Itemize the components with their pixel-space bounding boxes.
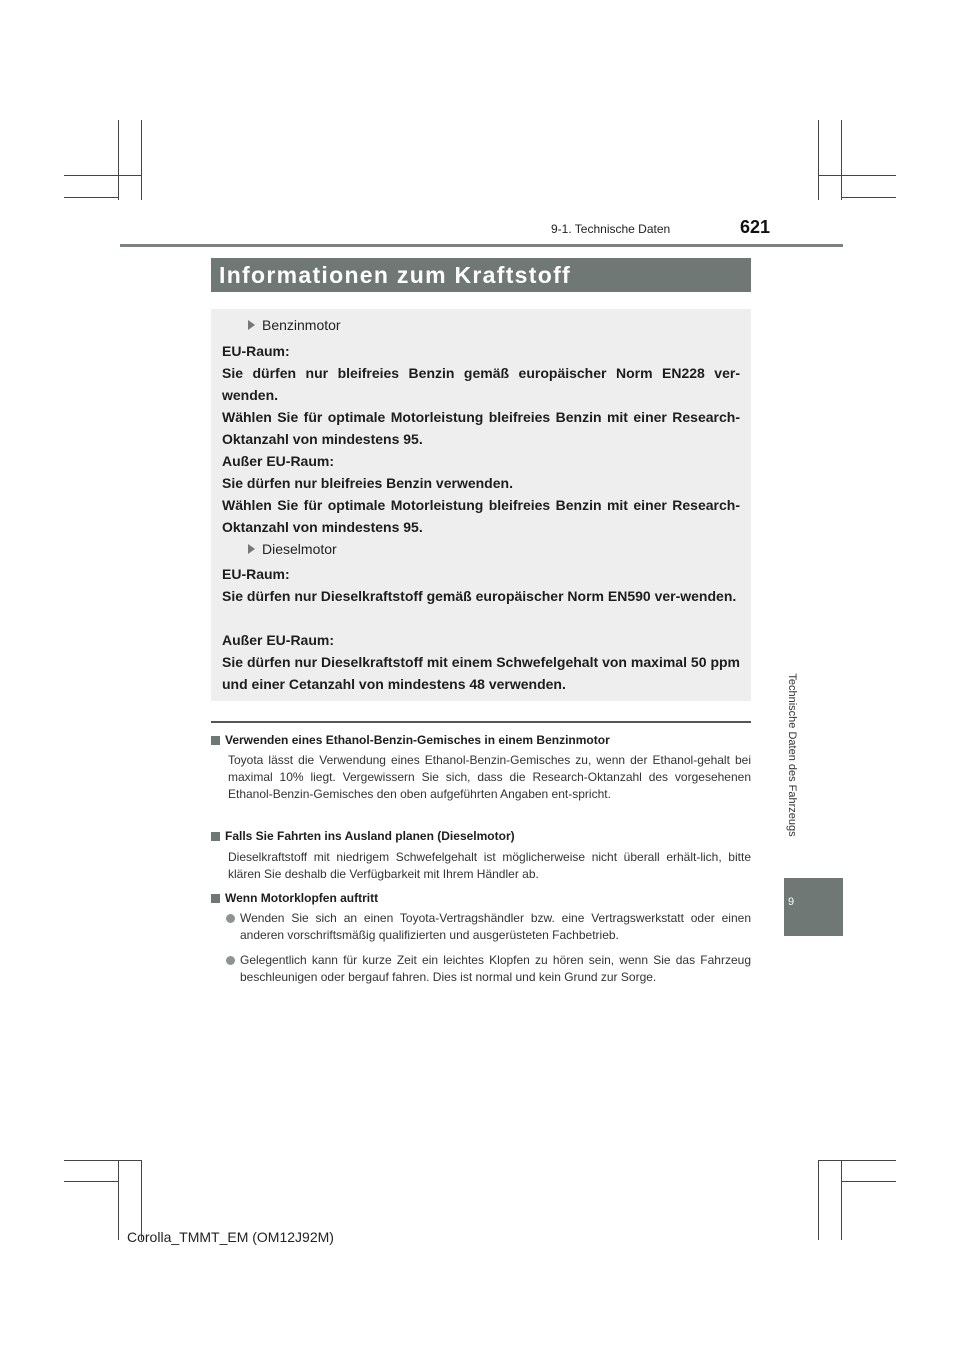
header-rule	[120, 244, 843, 247]
square-bullet-icon	[211, 736, 220, 745]
square-bullet-icon	[211, 894, 220, 903]
crop-mark	[841, 1181, 896, 1182]
crop-mark	[841, 197, 896, 198]
crop-mark	[818, 120, 819, 200]
note-text-abroad: Dieselkraftstoff mit niedrigem Schwefelgehalt ist möglicherweise nicht überall erhält-lich, bitte klären Sie deshalb die Verfügbarkeit mit Ihrem Händler ab.	[228, 850, 751, 881]
crop-mark	[141, 120, 142, 200]
note-bullet-knocking: Gelegentlich kann für kurze Zeit ein leichtes Klopfen zu hören sein, wenn Sie das Fahrzeug beschleunigen oder bergauf fahren. Dies ist normal und kein Grund zur Sorge.	[240, 953, 751, 984]
chapter-number: 9	[788, 896, 795, 908]
document-footer: Corolla_TMMT_EM (OM12J92M)	[127, 1229, 334, 1245]
petrol-eu-text: Sie dürfen nur bleifreies Benzin gemäß europäischer Norm EN228 ver-wenden.	[222, 365, 740, 403]
note-heading-knock	[211, 891, 378, 905]
petrol-subheading	[248, 317, 341, 333]
crop-mark	[118, 120, 119, 200]
triangle-bullet-icon	[248, 320, 255, 330]
diesel-subheading	[248, 541, 337, 557]
notes-divider	[211, 721, 751, 723]
diesel-eu-heading: EU-Raum:	[222, 566, 290, 582]
diesel-eu-text: Sie dürfen nur Dieselkraftstoff gemäß europäischer Norm EN590 ver-wenden.	[222, 588, 737, 604]
chapter-side-label	[785, 655, 799, 855]
note-heading-abroad-text: Falls Sie Fahrten ins Ausland planen (Dieselmotor)	[225, 829, 515, 843]
crop-mark	[141, 1160, 142, 1240]
diesel-non-eu-block	[222, 629, 740, 695]
page-title: Informationen zum Kraftstoff	[219, 262, 571, 288]
chapter-side-label-text: Technische Daten des Fahrzeugs	[786, 673, 798, 837]
note-bullet-dealer: Wenden Sie sich an einen Toyota-Vertragshändler bzw. eine Vertragswerkstatt oder einen anderen vorschriftsmäßig qualifizierten und ausgerüsteten Fachbetrieb.	[240, 911, 751, 942]
crop-mark	[818, 175, 896, 176]
crop-mark	[64, 197, 119, 198]
petrol-non-eu-text: Sie dürfen nur bleifreies Benzin verwenden.	[222, 475, 513, 491]
diesel-non-eu-text: Sie dürfen nur Dieselkraftstoff mit einem Schwefelgehalt von maximal 50 ppm und einer Cetanzahl von mindestens 48 verwenden.	[222, 654, 740, 692]
note-text-ethanol: Toyota lässt die Verwendung eines Ethanol-Benzin-Gemisches zu, wenn der Ethanol-gehalt bei maximal 10% liegt. Vergewissern Sie sich, dass die Research-Oktanzahl des vorgesehenen Ethanol-Benzin-Gemisches den oben aufgeführten Angaben ent-spricht.	[228, 753, 751, 801]
diesel-non-eu-heading: Außer EU-Raum:	[222, 632, 335, 648]
running-section-title: 9-1. Technische Daten	[551, 222, 671, 236]
round-bullet-icon	[226, 956, 235, 965]
crop-mark	[818, 1160, 819, 1240]
chapter-tab	[784, 878, 843, 936]
square-bullet-icon	[211, 832, 220, 841]
section-title-bar	[211, 258, 751, 292]
note-heading-abroad	[211, 829, 515, 843]
petrol-label: Benzinmotor	[262, 317, 341, 333]
note-heading-ethanol	[211, 733, 610, 747]
petrol-non-eu-recommendation: Wählen Sie für optimale Motorleistung bleifreies Benzin mit einer Research-Oktanzahl von mindestens 95.	[222, 497, 740, 535]
crop-mark	[64, 175, 142, 176]
page-number: 621	[740, 217, 771, 237]
triangle-bullet-icon	[248, 544, 255, 554]
crop-mark	[64, 1181, 119, 1182]
petrol-non-eu-block	[222, 450, 740, 538]
crop-mark	[841, 120, 842, 200]
crop-mark	[818, 1160, 896, 1161]
crop-mark	[64, 1160, 142, 1161]
note-heading-knock-text: Wenn Motorklopfen auftritt	[225, 891, 379, 905]
petrol-eu-block	[222, 340, 740, 450]
petrol-non-eu-heading: Außer EU-Raum:	[222, 453, 335, 469]
petrol-eu-recommendation: Wählen Sie für optimale Motorleistung bleifreies Benzin mit einer Research-Oktanzahl von mindestens 95.	[222, 409, 740, 447]
crop-mark	[841, 1160, 842, 1240]
note-heading-ethanol-text: Verwenden eines Ethanol-Benzin-Gemisches in einem Benzinmotor	[225, 733, 610, 747]
round-bullet-icon	[226, 914, 235, 923]
crop-mark	[118, 1160, 119, 1240]
diesel-label: Dieselmotor	[262, 541, 337, 557]
petrol-eu-heading: EU-Raum:	[222, 343, 290, 359]
fuel-spec-box	[211, 309, 751, 701]
diesel-eu-block	[222, 563, 740, 607]
